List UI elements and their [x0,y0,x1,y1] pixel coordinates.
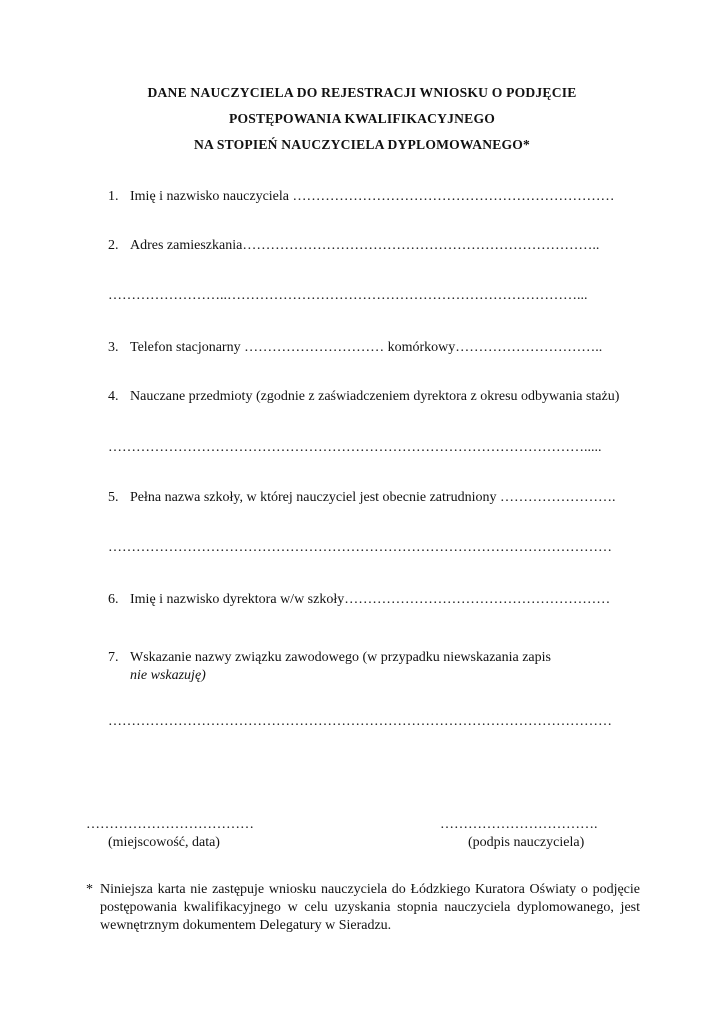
item-number: 7. [108,650,119,665]
item-number: 5. [108,490,119,505]
document-title-line-1: DANE NAUCZYCIELA DO REJESTRACJI WNIOSKU O PODJĘCIE [147,85,577,100]
footnote-marker: * [86,882,93,897]
item-number: 6. [108,592,119,607]
signature-label: (podpis nauczyciela) [468,835,585,850]
item-text-italic: nie wskazuję) [130,668,206,683]
item-text: Imię i nazwisko dyrektora w/w szkoły………………………………………………… [130,592,611,607]
item-number: 3. [108,340,119,355]
place-date-line: ……………………………… [86,817,254,832]
document-title-line-3: NA STOPIEŃ NAUCZYCIELA DYPLOMOWANEGO* [193,137,531,152]
item-text: Nauczane przedmioty (zgodnie z zaświadczeniem dyrektora z okresu odbywania stażu) [130,389,620,404]
item-text: Telefon stacjonarny ………………………… komórkowy………………………….. [130,340,603,355]
subjects-continuation-line: …………………………………………………………………………………………..... [108,440,602,455]
address-continuation-line: ……………………..…………………………………………………………………... [108,288,588,303]
trade-union-continuation-line: ……………………………………………………………………………………………… [108,714,612,729]
item-number: 1. [108,189,119,204]
item-number: 2. [108,238,119,253]
school-continuation-line: ……………………………………………………………………………………………… [108,540,612,555]
item-text: Pełna nazwa szkoły, w której nauczyciel jest obecnie zatrudniony ……………………. [130,490,616,505]
document-title-line-2: POSTĘPOWANIA KWALIFIKACYJNEGO [228,111,495,126]
place-date-label: (miejscowość, data) [108,835,220,850]
item-text: Wskazanie nazwy związku zawodowego (w przypadku niewskazania zapis [130,650,551,665]
footnote-text: Niniejsza karta nie zastępuje wniosku nauczyciela do Łódzkiego Kuratora Oświaty o podjęcie postępowania kwalifikacyjnego w celu uzyskania stopnia nauczyciela dyplomowanego, jest wewnętrznym dokumentem Delegatury w Sieradzu. [100,882,640,933]
item-text: Imię i nazwisko nauczyciela …………………………………………………………… [130,189,615,204]
item-text: Adres zamieszkania………………………………………………………………….. [130,238,600,253]
signature-line: ……………………………. [440,817,598,832]
item-number: 4. [108,389,119,404]
